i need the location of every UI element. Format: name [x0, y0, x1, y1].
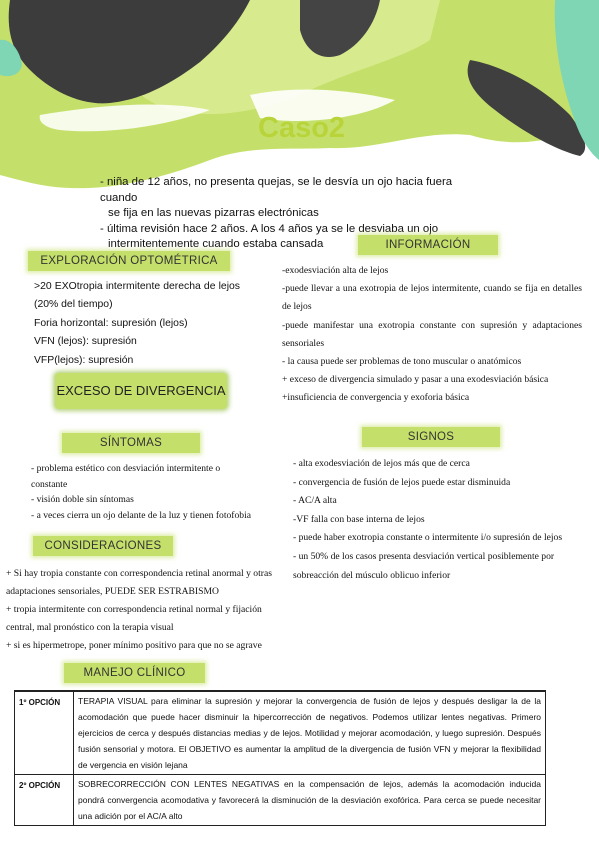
table-row [15, 691, 546, 775]
decorative-paint-background [0, 0, 599, 200]
manejo-table [14, 690, 546, 826]
list-item: VFN (lejos): supresión [34, 336, 137, 348]
list-item: - visión doble sin síntomas [31, 494, 134, 505]
list-item: -exodesviación alta de lejos [282, 265, 389, 276]
list-item: - un 50% de los casos presenta desviación vertical posiblemente por sobreacción del músculo oblicuo inferior [293, 550, 555, 581]
list-item: +insuficiencia de convergencia y exoforia básica [282, 392, 470, 404]
list-item: -puede manifestar una exotropia constante con supresión y adaptaciones sensoriales [282, 319, 582, 349]
intro-line: intermitentemente cuando estaba cansada [108, 238, 324, 250]
list-item: - convergencia de fusión de lejos puede estar disminuida [293, 476, 511, 488]
list-item: - puede haber exotropia constante o intermitente i/o supresión de lejos [293, 532, 563, 544]
consideraciones-list [6, 565, 286, 655]
list-item: Foria horizontal: supresión (lejos) [34, 317, 188, 329]
informacion-list [282, 262, 582, 408]
informacion-label: INFORMACIÓN [358, 235, 498, 255]
intro-line: se fija en las nuevas pizarras electrónicas [108, 207, 319, 219]
list-item: -puede llevar a una exotropia de lejos intermitente, cuando se fija en detalles de lejos [282, 283, 582, 313]
exploracion-list [34, 278, 240, 370]
page-title: Caso2 [258, 112, 346, 144]
intro-line: - última revisión hace 2 años. A los 4 años ya se le desviaba un ojo [100, 222, 439, 235]
list-item: VFP(lejos): supresión [34, 354, 134, 366]
signos-list [293, 455, 563, 585]
list-item: + si es hipermetrope, poner mínimo positivo para que no se agrave [6, 640, 262, 651]
exploracion-label: EXPLORACIÓN OPTOMÉTRICA [28, 251, 230, 271]
consideraciones-label: CONSIDERACIONES [33, 536, 173, 556]
list-item: -VF falla con base interna de lejos [293, 513, 425, 525]
option-cell: 2º OPCIÓN [15, 775, 74, 826]
diagnosis-box: EXCESO DE DIVERGENCIA [55, 373, 227, 409]
sintomas-label: SÍNTOMAS [62, 433, 200, 453]
option-text-cell: SOBRECORRECCIÓN CON LENTES NEGATIVAS en la compensación de lejos, además la acomodación inducida pondrá convergencia acomodativa y favorecerá la disminución de la desviación exofórica. Para cerca se puede necesitar una adición por el AC/A alto [74, 775, 546, 826]
manejo-label: MANEJO CLÍNICO [64, 663, 205, 683]
option-cell: 1º OPCIÓN [15, 691, 74, 775]
list-item: - alta exodesviación de lejos más que de cerca [293, 458, 470, 469]
teal-paint-accent [535, 0, 599, 160]
list-item: - problema estético con desviación intermitente o constante [31, 463, 221, 490]
list-item: >20 EXOtropia intermitente derecha de lejos (20% del tiempo) [34, 281, 240, 311]
intro-line: - niña de 12 años, no presenta quejas, se le desvía un ojo hacia fuera cuando [100, 176, 453, 204]
table-row [15, 775, 546, 826]
signos-label: SIGNOS [362, 427, 500, 447]
option-text-cell: TERAPIA VISUAL para eliminar la supresión y mejorar la convergencia de fusión de lejos y después desligar la de la acomodación que puede hacer disminuir la hipercorrección de negativos. Podemos utilizar lentes negativas. Primero ejercicios de cerca y después distancias medias y de lejos. Motilidad y mejorar acomodación, y luego supresión. Después fusión sensorial y motora. El OBJETIVO es aumentar la amplitud de la divergencia de fusión VFN y mejorar la flexibilidad de vergencia en visión lejana [74, 691, 546, 775]
list-item: + Si hay tropia constante con correspondencia retinal anormal y otras adaptaciones sensoriales, PUEDE SER ESTRABISMO [6, 568, 272, 597]
sintomas-list [31, 461, 254, 523]
list-item: + tropia intermitente con correspondencia retinal normal y fijación central, mal pronóstico con la terapia visual [6, 604, 262, 633]
list-item: + exceso de divergencia simulado y pasar a una exodesviación básica [282, 374, 549, 386]
list-item: - la causa puede ser problemas de tono muscular o anatómicos [282, 356, 522, 368]
list-item: - a veces cierra un ojo delante de la luz y tienen fotofobia [31, 509, 252, 521]
list-item: - AC/A alta [293, 495, 337, 507]
